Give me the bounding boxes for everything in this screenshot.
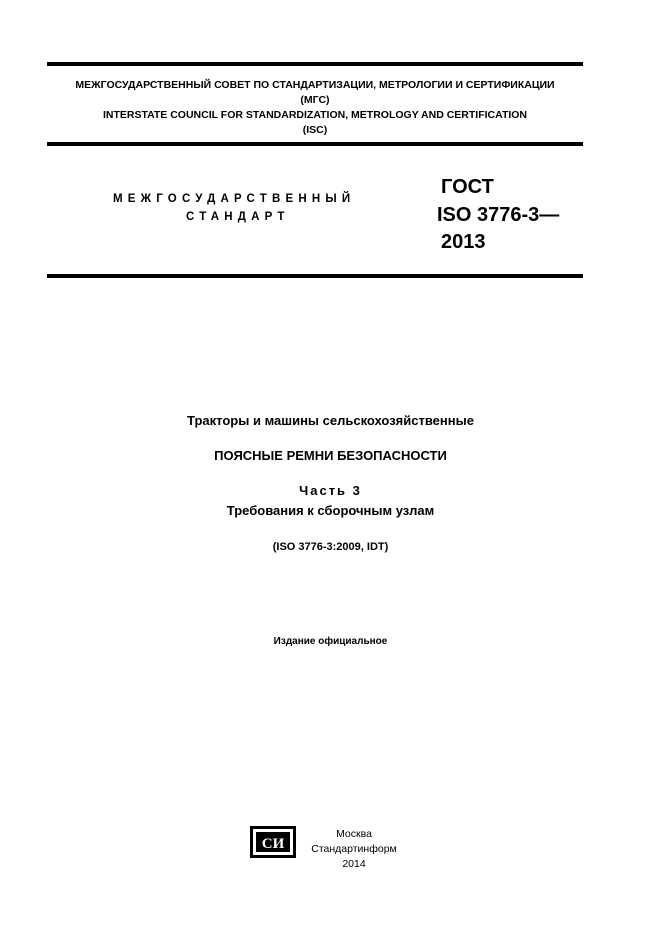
- publisher-city: Москва: [336, 828, 372, 840]
- standard-kind-line2: СТАНДАРТ: [186, 211, 290, 223]
- standartinform-logo: [250, 826, 296, 858]
- title-part: Часть 3: [299, 483, 362, 498]
- council-name-ru: МЕЖГОСУДАРСТВЕННЫЙ СОВЕТ ПО СТАНДАРТИЗАЦИИ, МЕТРОЛОГИИ И СЕРТИФИКАЦИИ: [75, 79, 555, 91]
- header-rule: [47, 142, 583, 146]
- title-main: ПОЯСНЫЕ РЕМНИ БЕЗОПАСНОСТИ: [214, 448, 447, 463]
- council-abbr-en: (ISC): [302, 124, 328, 136]
- designation-rule: [47, 274, 583, 278]
- title-subject: Тракторы и машины сельскохозяйственные: [187, 413, 474, 428]
- title-part-name: Требования к сборочным узлам: [226, 503, 435, 518]
- standard-kind-line1: МЕЖГОСУДАРСТВЕННЫЙ: [113, 193, 356, 205]
- edition-note: Издание официальное: [273, 636, 388, 647]
- publisher-name: Стандартинформ: [311, 843, 397, 855]
- publisher-year: 2014: [342, 858, 366, 870]
- top-rule: [47, 62, 583, 66]
- publisher-block: [305, 827, 403, 872]
- svg-text:СИ: СИ: [261, 836, 285, 852]
- gost-year: 2013: [441, 231, 486, 253]
- council-header: [47, 78, 583, 138]
- iso-reference: (ISO 3776-3:2009, IDT): [272, 541, 389, 553]
- council-abbr-ru: (МГС): [300, 94, 330, 106]
- council-name-en: INTERSTATE COUNCIL FOR STANDARDIZATION, METROLOGY AND CERTIFICATION: [102, 109, 528, 121]
- gost-label: ГОСТ: [441, 176, 494, 198]
- gost-number: ISO 3776-3—: [437, 204, 560, 226]
